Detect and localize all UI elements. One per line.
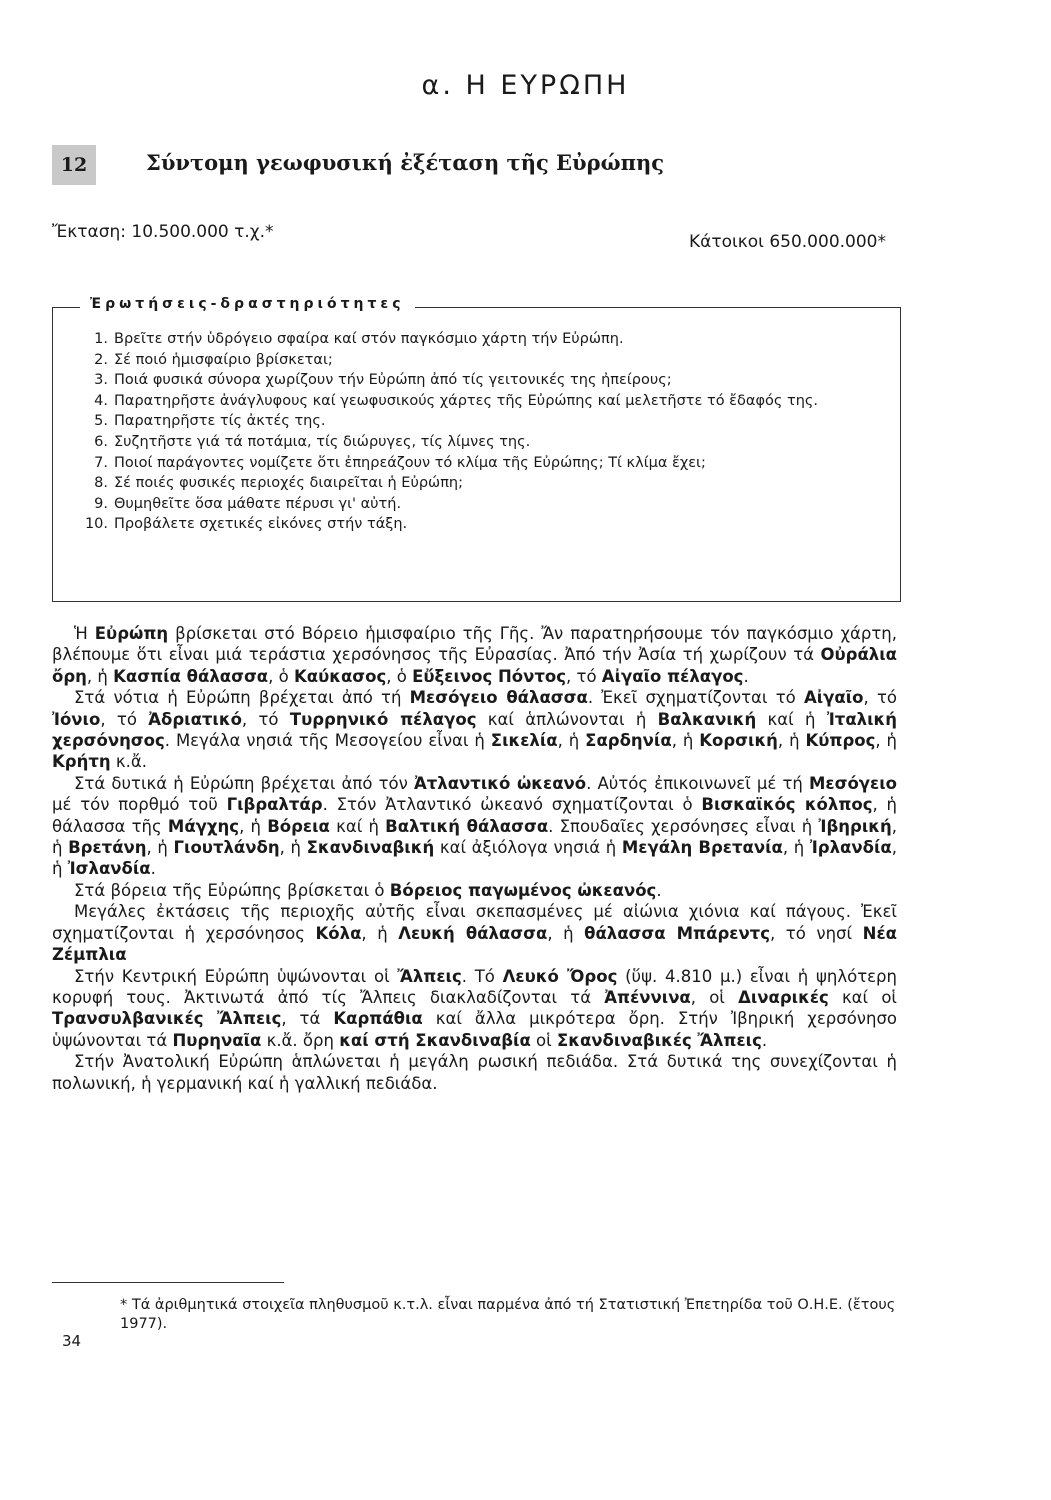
- text-run: , τά: [281, 1009, 334, 1029]
- question-item: [68, 329, 874, 350]
- question-item: [68, 370, 874, 391]
- question-text: Σέ ποιό ἡμισφαίριο βρίσκεται;: [114, 351, 333, 368]
- place-name: Βόρεια: [267, 816, 330, 836]
- question-item: [68, 473, 874, 494]
- question-text: Βρεῖτε στήν ὑδρόγειο σφαίρα καί στόν παγκόσμιο χάρτη τήν Εὐρώπη.: [114, 331, 624, 347]
- question-text: Παρατηρῆστε ἀνάγλυφους καί γεωφυσικούς χάρτες τῆς Εὐρώπης καί μελετῆστε τό ἔδαφός της.: [114, 392, 819, 409]
- text-run: κ.ἄ. ὄρη: [261, 1030, 340, 1050]
- question-item: [68, 411, 874, 432]
- question-number: 3.: [94, 372, 108, 389]
- body-paragraph: [52, 901, 897, 965]
- place-name: Κόλα: [315, 923, 362, 943]
- place-name: Μεσόγειο θάλασσα: [409, 688, 588, 708]
- text-run: , ἡ: [86, 666, 114, 686]
- text-run: (ὕψ. 4.810 μ.) εἶναι ἡ ψηλότερη κορυφή τους. Ἀκτινωτά ἀπό τίς Ἄλπεις διακλαδίζονται τά: [52, 966, 897, 1007]
- question-text: Θυμηθεῖτε ὅσα μάθατε πέρυσι γι' αὐτή.: [114, 495, 402, 512]
- place-name: Βρετάνη: [68, 838, 147, 858]
- place-name: Μεσόγειο: [809, 773, 897, 793]
- place-name: Οὐράλια ὄρη: [52, 645, 897, 686]
- text-run: , τό νησί: [770, 923, 863, 943]
- text-run: . Ἐκεῖ σχηματίζονται τό: [587, 688, 804, 708]
- question-number: 10.: [84, 516, 108, 533]
- question-item: [68, 453, 874, 474]
- question-number: 9.: [94, 495, 108, 512]
- place-name: Λευκή θάλασσα: [398, 923, 548, 943]
- text-run: μέ τόν πορθμό τοῦ: [52, 795, 227, 815]
- place-name: Εὐρώπη: [94, 624, 169, 643]
- text-run: , ὁ: [386, 666, 413, 686]
- lesson-number-badge: 12: [52, 145, 96, 185]
- question-text: Παρατηρῆστε τίς ἀκτές της.: [114, 413, 326, 430]
- text-run: . Αὐτός ἐπικοινωνεῖ μέ τή: [586, 773, 809, 793]
- place-name: Αἰγαῖο: [803, 688, 864, 708]
- place-name: Ἀτλαντικό ὠκεανό: [413, 773, 587, 793]
- text-run: , ἡ: [52, 816, 897, 858]
- place-name: Νέα Ζέμπλια: [52, 923, 897, 965]
- text-run: Στά δυτικά ἡ Εὐρώπη βρέχεται ἀπό τόν: [74, 773, 414, 793]
- text-run: καί ἡ: [756, 709, 827, 729]
- text-run: .: [761, 1030, 768, 1050]
- place-name: Εὔξεινος Πόντος: [412, 666, 567, 686]
- area-stat: Ἔκταση: 10.500.000 τ.χ.*: [52, 222, 274, 242]
- question-item: [68, 432, 874, 453]
- page-number: 34: [62, 1332, 82, 1350]
- place-name: Ἰσλανδία: [67, 859, 151, 879]
- body-paragraph: [52, 966, 897, 1052]
- text-run: καί ἄλλα μικρότερα ὄρη. Στήν Ἰβηρική χερσόνησο ὑψώνονται τά: [52, 1009, 898, 1050]
- text-run: , τό: [100, 709, 149, 729]
- place-name: Τυρρηνικό πέλαγος: [289, 709, 477, 729]
- place-name: Κρήτη: [52, 752, 111, 772]
- place-name: Σικελία: [490, 731, 558, 751]
- place-name: Κύπρος: [805, 731, 876, 751]
- body-paragraph: [52, 687, 897, 773]
- text-run: καί ἀξιόλογα νησιά ἡ: [434, 838, 622, 858]
- text-run: , ἡ: [777, 731, 806, 751]
- text-run: , ἡ: [239, 816, 268, 836]
- text-run: Στήν Κεντρική Εὐρώπη ὑψώνονται οἱ: [74, 966, 398, 986]
- place-name: θάλασσα Μπάρεντς: [584, 923, 770, 943]
- text-run: καί οἱ: [828, 987, 898, 1007]
- text-run: , ἡ: [279, 838, 307, 858]
- population-stat: Κάτοικοι 650.000.000*: [689, 232, 886, 252]
- question-text: Ποιά φυσικά σύνορα χωρίζουν τήν Εὐρώπη ἀπό τίς γειτονικές της ἠπείρους;: [114, 372, 672, 389]
- questions-title: Ἐρωτήσεις-δραστηριότητες: [80, 296, 415, 312]
- text-run: , τό: [566, 666, 602, 686]
- text-run: . Τό: [461, 966, 503, 986]
- question-number: 7.: [94, 454, 108, 471]
- question-number: 1.: [94, 331, 108, 347]
- text-run: .: [743, 666, 749, 686]
- place-name: Ἰρλανδία: [809, 838, 892, 858]
- body-paragraph: [52, 773, 897, 880]
- place-name: Μάγχης: [167, 816, 240, 836]
- body-paragraph: [52, 623, 897, 687]
- place-name: Πυρηναῖα: [172, 1030, 262, 1050]
- text-run: .: [656, 880, 662, 900]
- text-run: , ἡ: [146, 838, 174, 858]
- question-item: [68, 391, 874, 412]
- place-name: Ἰόνιο: [52, 709, 101, 729]
- text-run: , τό: [241, 709, 290, 729]
- chapter-title: α. Η ΕΥΡΩΠΗ: [421, 70, 630, 101]
- place-name: Κορσική: [699, 731, 778, 751]
- place-name: καί στή Σκανδιναβία: [339, 1030, 531, 1050]
- text-run: , ἡ: [782, 838, 810, 858]
- text-run: , ἡ: [875, 731, 898, 751]
- text-run: Στά βόρεια τῆς Εὐρώπης βρίσκεται ὁ: [74, 880, 390, 900]
- text-run: , τό: [863, 688, 897, 708]
- place-name: Βαλκανική: [657, 709, 757, 729]
- text-run: βρίσκεται στό Βόρειο ἡμισφαίριο τῆς Γῆς. Ἄν παρατηρήσουμε τόν παγκόσμιο χάρτη, βλέπουμε ὅτι εἶναι μιά τεράστια χερσόνησος τῆς Εὐρασίας. Ἀπό τήν Ἀσία τή χωρίζουν τά: [52, 624, 897, 665]
- text-run: , οἱ: [690, 987, 739, 1007]
- text-run: Στήν Ἀνατολική Εὐρώπη ἁπλώνεται ἡ μεγάλη ρωσική πεδιάδα. Στά δυτικά της συνεχίζονται ἡ πολωνική, ἡ γερμανική καί ἡ γαλλική πεδιάδα.: [52, 1052, 897, 1093]
- text-run: , ἡ: [547, 923, 585, 943]
- text-run: Μεγάλες ἐκτάσεις τῆς περιοχῆς αὐτῆς εἶναι σκεπασμένες μέ αἰώνια χιόνια καί πάγους. Ἐκεῖ σχηματίζονται ἡ χερσόνησος: [52, 902, 897, 943]
- questions-list: [68, 329, 874, 535]
- place-name: Ἰβηρική: [818, 816, 892, 836]
- text-run: οἱ: [530, 1030, 557, 1050]
- question-number: 6.: [94, 433, 108, 450]
- question-number: 8.: [94, 475, 108, 492]
- text-run: . Σπουδαῖες χερσόνησες εἶναι ἡ: [548, 816, 819, 836]
- question-text: Ποιοί παράγοντες νομίζετε ὅτι ἐπηρεάζουν τό κλίμα τῆς Εὐρώπης; Τί κλίμα ἔχει;: [114, 454, 706, 471]
- footnote-divider: [52, 1282, 284, 1283]
- text-run: , ἡ: [52, 838, 897, 879]
- text-run: , ἡ θάλασσα τῆς: [52, 795, 897, 836]
- main-text: [52, 623, 897, 1094]
- place-name: Βαλτική θάλασσα: [385, 816, 549, 836]
- question-text: Σέ ποιές φυσικές περιοχές διαιρεῖται ἡ Εὐρώπη;: [114, 475, 464, 492]
- text-run: .: [150, 859, 156, 879]
- place-name: Βόρειος παγωμένος ὠκεανός: [389, 880, 657, 900]
- question-text: Προβάλετε σχετικές εἰκόνες στήν τάξη.: [114, 516, 408, 533]
- lesson-title: Σύντομη γεωφυσική ἐξέταση τῆς Εὐρώπης: [146, 150, 665, 175]
- place-name: Γιβραλτάρ: [226, 795, 323, 815]
- question-item: [68, 514, 874, 535]
- body-paragraph: [52, 1051, 897, 1094]
- place-name: Ἰταλική χερσόνησος: [52, 709, 897, 751]
- question-text: Συζητῆστε γιά τά ποτάμια, τίς διώρυγες, τίς λίμνες της.: [114, 433, 531, 450]
- place-name: Ἀδριατικό: [148, 709, 242, 729]
- text-run: Στά νότια ἡ Εὐρώπη βρέχεται ἀπό τή: [74, 688, 410, 708]
- place-name: Κασπία θάλασσα: [113, 666, 269, 686]
- place-name: Βισκαϊκός κόλπος: [701, 795, 873, 815]
- text-run: , ἡ: [557, 731, 586, 751]
- text-run: κ.ἄ.: [110, 752, 147, 772]
- place-name: Διναρικές: [738, 987, 829, 1007]
- text-run: , ὁ: [268, 666, 294, 686]
- place-name: Καρπάθια: [333, 1009, 423, 1029]
- question-item: [68, 350, 874, 371]
- place-name: Γιουτλάνδη: [173, 838, 280, 858]
- place-name: Σκανδιναβική: [306, 838, 435, 858]
- text-run: καί ἁπλώνονται ἡ: [476, 709, 658, 729]
- place-name: Ἀπέννινα: [604, 987, 691, 1007]
- place-name: Σαρδηνία: [585, 731, 672, 751]
- question-number: 5.: [94, 413, 108, 430]
- text-run: , ἡ: [671, 731, 700, 751]
- place-name: Λευκό Ὄρος: [502, 966, 618, 986]
- place-name: Μεγάλη Βρετανία: [621, 838, 783, 858]
- body-paragraph: [52, 880, 897, 901]
- question-number: 2.: [94, 351, 108, 368]
- place-name: Σκανδιναβικές Ἄλπεις: [556, 1030, 762, 1050]
- text-run: . Μεγάλα νησιά τῆς Μεσογείου εἶναι ἡ: [164, 731, 491, 751]
- text-run: . Στόν Ἀτλαντικό ὠκεανό σχηματίζονται ὁ: [322, 795, 702, 815]
- place-name: Καύκασος: [293, 666, 387, 686]
- text-run: καί ἡ: [329, 816, 386, 836]
- question-item: [68, 494, 874, 515]
- place-name: Τρανσυλβανικές Ἄλπεις: [52, 1009, 282, 1029]
- place-name: Ἄλπεις: [397, 966, 462, 986]
- question-number: 4.: [94, 392, 108, 409]
- text-run: Ἡ: [74, 624, 95, 643]
- place-name: Αἰγαῖο πέλαγος: [601, 666, 744, 686]
- text-run: , ἡ: [361, 923, 399, 943]
- footnote: * Τά ἀριθμητικά στοιχεῖα πληθυσμοῦ κ.τ.λ. εἶναι παρμένα ἀπό τή Στατιστική Ἐπετηρίδα τοῦ Ο.Η.Ε. (ἔτους 1977).: [120, 1297, 896, 1332]
